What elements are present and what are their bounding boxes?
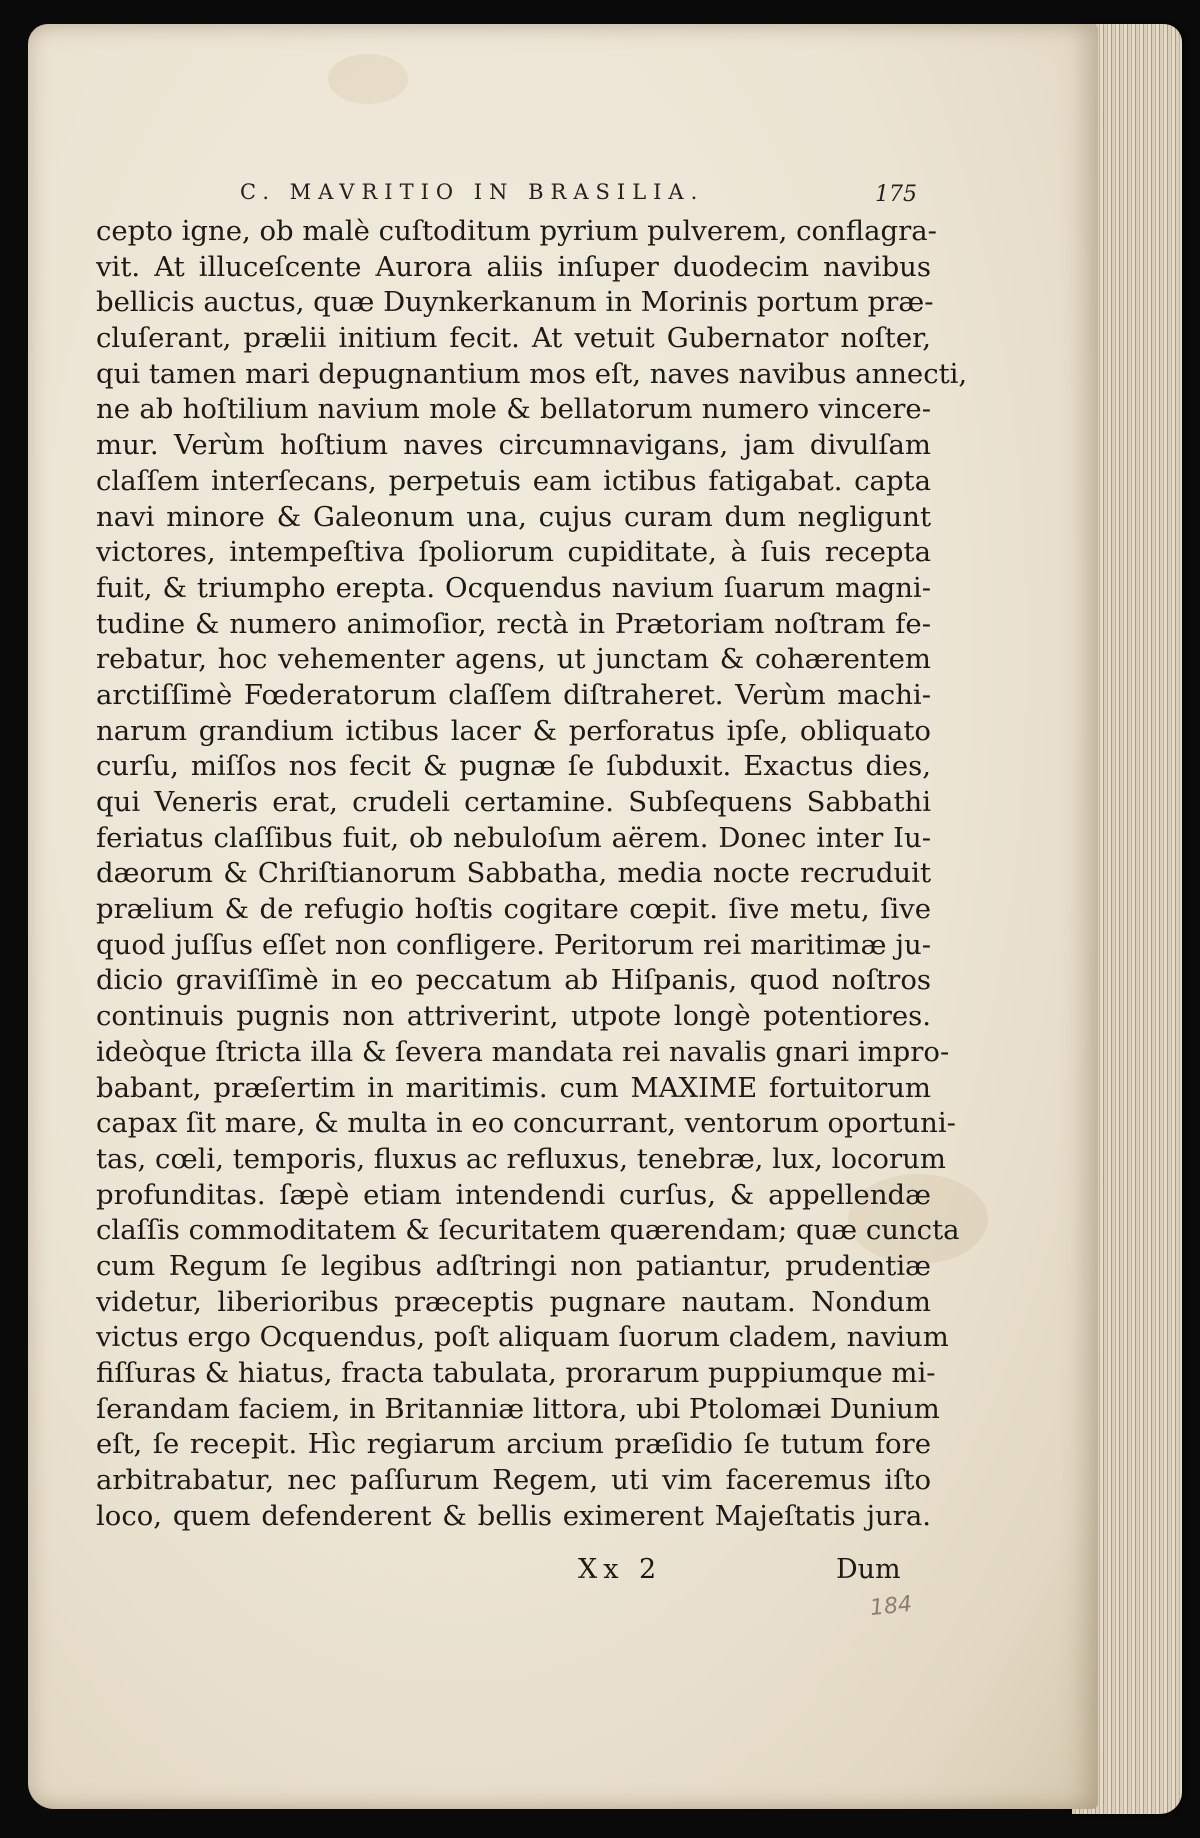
running-head-title: C. MAVRITIO IN BRASILIA. — [240, 180, 705, 204]
text-line: videtur, liberioribus præceptis pugnare nautam. Nondum — [96, 1285, 931, 1318]
body-text — [96, 214, 968, 1534]
text-line: cum Regum ſe legibus adſtringi non patiantur, prudentiæ — [96, 1249, 931, 1282]
text-line: quod juſſus eſſet non confligere. Peritorum rei maritimæ ju- — [96, 928, 931, 961]
text-line: arbitrabatur, nec paſſurum Regem, uti vim faceremus iſto — [96, 1464, 931, 1497]
text-line: ne ab hoſtilium navium mole & bellatorum numero vincere- — [96, 393, 931, 426]
text-line: claſſis commoditatem & ſecuritatem quærendam; quæ cuncta — [96, 1214, 960, 1247]
text-line: claſſem interſecans, perpetuis eam ictibus fatigabat. capta — [96, 464, 931, 497]
text-line: navi minore & Galeonum una, cujus curam dum negligunt — [96, 500, 931, 533]
text-line: dæorum & Chriſtianorum Sabbatha, media nocte recruduit — [96, 857, 931, 890]
signature-mark: Xx 2 — [578, 1554, 663, 1585]
text-line: loco, quem defenderent & bellis eximerent Majeſtatis jura. — [96, 1499, 931, 1532]
text-line: dicio graviſſimè in eo peccatum ab Hiſpanis, quod noſtros — [96, 964, 931, 997]
text-line: qui Veneris erat, crudeli certamine. Subſequens Sabbathi — [96, 786, 931, 818]
text-line: victores, intempeſtiva ſpoliorum cupiditate, à ſuis recepta — [96, 536, 931, 569]
text-line: tas, cœli, temporis, fluxus ac refluxus, tenebræ, lux, locorum — [96, 1142, 946, 1175]
text-line: cluſerant, prælii initium fecit. At vetuit Gubernator noſter, — [96, 322, 931, 355]
text-line: feriatus claſſibus fuit, ob nebuloſum aërem. Donec inter Iu- — [96, 821, 931, 854]
text-line: qui tamen mari depugnantium mos eſt, naves navibus annecti, — [96, 357, 968, 390]
text-line: bellicis auctus, quæ Duynkerkanum in Morinis portum præ- — [96, 286, 934, 319]
text-line: cepto igne, ob malè cuſtoditum pyrium pulverem, conflagra- — [96, 215, 937, 247]
text-line: eſt, ſe recepit. Hìc regiarum arcium præſidio ſe tutum fore — [96, 1428, 931, 1461]
text-line: rebatur, hoc vehementer agens, ut junctam & cohærentem — [96, 643, 931, 676]
page-footer — [28, 1554, 1098, 1588]
text-line: narum grandium ictibus lacer & perforatus ipſe, obliquato — [96, 714, 931, 747]
book-page — [28, 24, 1098, 1809]
text-line: profunditas. ſæpè etiam intendendi curſus, & appellendæ — [96, 1178, 931, 1211]
running-head — [28, 180, 1098, 214]
text-line: continuis pugnis non attriverint, utpote longè potentiores. — [96, 1000, 931, 1033]
text-line: arctiſſimè Fœderatorum claſſem diſtraheret. Verùm machi- — [96, 678, 931, 711]
text-line: capax ſit mare, & multa in eo concurrant, ventorum oportuni- — [96, 1107, 956, 1140]
text-line: ideòque ſtricta illa & ſevera mandata rei navalis gnari impro- — [96, 1035, 950, 1068]
page-number: 175 — [875, 182, 917, 207]
text-line: vit. At illuceſcente Aurora aliis inſuper duodecim navibus — [96, 250, 931, 283]
text-line: mur. Verùm hoſtium naves circumnavigans, jam divulſam — [96, 429, 931, 462]
catchword: Dum — [836, 1554, 901, 1585]
pencil-folio-annotation: 184 — [868, 1591, 914, 1622]
paper-stain — [328, 54, 408, 104]
text-line: fuit, & triumpho erepta. Ocquendus navium ſuarum magni- — [96, 571, 931, 604]
text-line: prælium & de refugio hoſtis cogitare cœpit. ſive metu, ſive — [96, 893, 931, 926]
text-line: victus ergo Ocquendus, poſt aliquam ſuorum cladem, navium — [96, 1321, 949, 1354]
text-line: fiſſuras & hiatus, fracta tabulata, prorarum puppiumque mi- — [96, 1357, 936, 1389]
text-line: tudine & numero animoſior, rectà in Prætoriam noſtram fe- — [96, 607, 931, 640]
text-line: curſu, miſſos nos fecit & pugnæ ſe ſubduxit. Exactus dies, — [96, 750, 931, 783]
text-line: ſerandam faciem, in Britanniæ littora, ubi Ptolomæi Dunium — [96, 1392, 940, 1425]
text-line: babant, præſertim in maritimis. cum MAXIME fortuitorum — [96, 1071, 931, 1104]
